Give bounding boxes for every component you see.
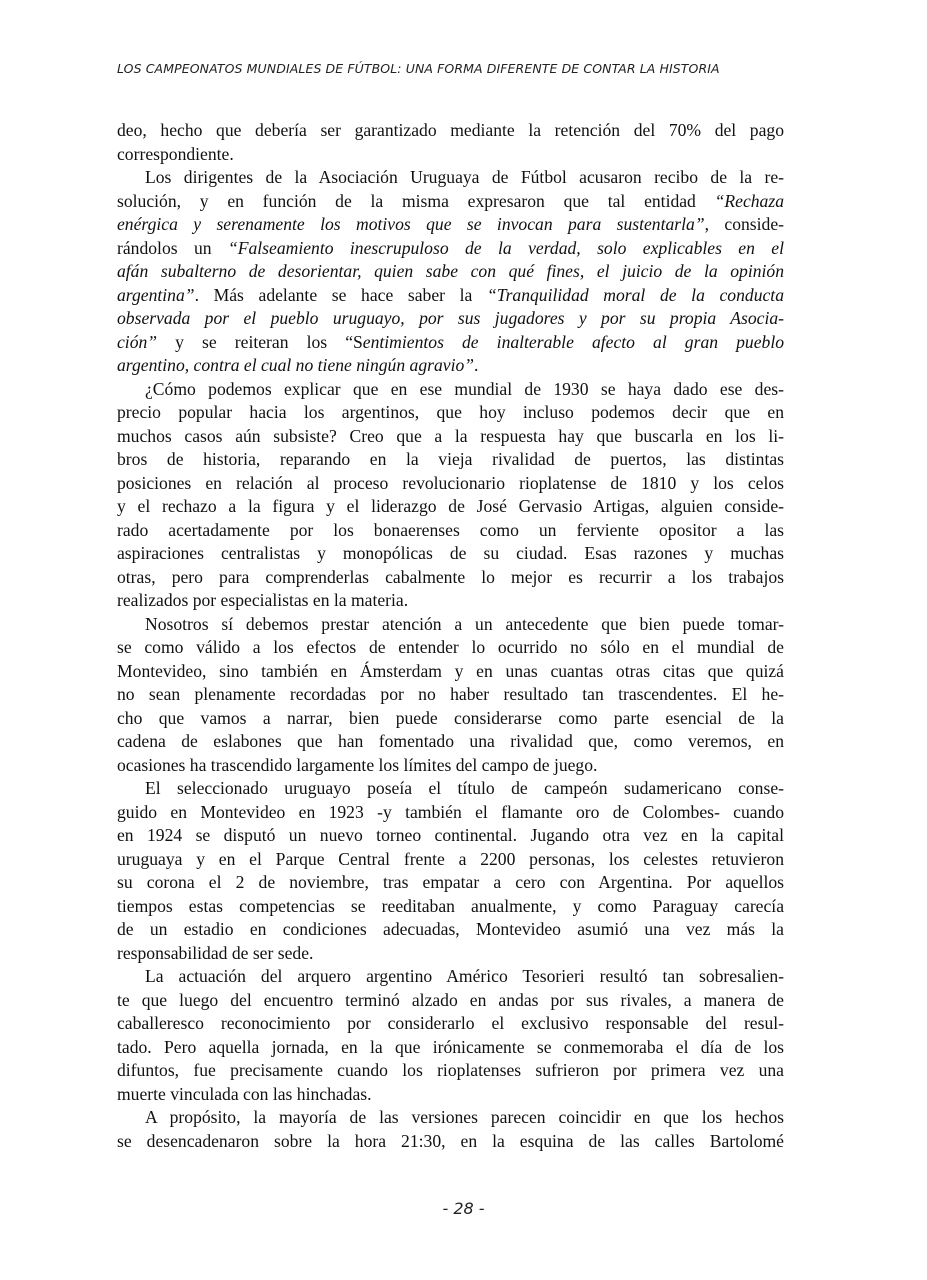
text-run: solución, y en función de la misma expresaron que tal entidad [117, 190, 715, 211]
text-line [117, 683, 784, 707]
text-line [117, 401, 784, 425]
text-run: muchos casos aún subsiste? Creo que a la respuesta hay que buscarla en los li- [117, 425, 784, 446]
text-line [117, 331, 784, 355]
text-run: , conside- [704, 214, 785, 234]
text-run: difuntos, fue precisamente cuando los rioplatenses sufrieron por primera vez una [117, 1060, 784, 1080]
text-run: y se reiteran los “S [157, 331, 363, 352]
text-run: tiempos estas competencias se reeditaban anualmente, y como Paraguay carecía [117, 895, 784, 916]
text-line [117, 1083, 784, 1107]
text-line [117, 801, 784, 825]
text-line [117, 824, 784, 848]
italic-quote: argentina” [117, 284, 195, 305]
text-line [117, 425, 784, 449]
text-run: ¿Cómo podemos explicar que en ese mundial de 1930 se haya dado ese des- [145, 378, 784, 399]
text-line [117, 871, 784, 895]
running-header: LOS CAMPEONATOS MUNDIALES DE FÚTBOL: UNA FORMA DIFERENTE DE CONTAR LA HISTORIA [117, 61, 720, 76]
text-line [117, 472, 784, 496]
italic-quote: “Tranquilidad moral de la conducta [486, 284, 784, 305]
text-line [117, 660, 784, 684]
text-run: realizados por especialistas en la materia. [117, 590, 409, 610]
text-line [117, 1106, 784, 1130]
text-line [117, 918, 784, 942]
text-line [117, 260, 784, 284]
text-run: de un estadio en condiciones adecuadas, Montevideo asumió una vez más la [117, 919, 784, 939]
text-line [117, 895, 784, 919]
text-line [117, 965, 784, 989]
text-line [117, 307, 784, 331]
text-line [117, 542, 784, 566]
text-run: El seleccionado uruguayo poseía el título de campeón sudamericano conse- [145, 778, 784, 798]
text-line [117, 754, 784, 778]
paragraph [117, 378, 784, 613]
italic-quote: afán subalterno de desorientar, quien sabe con qué fines, el juicio de la opinión [117, 261, 784, 281]
text-run: su corona el 2 de noviembre, tras empatar a cero con Argentina. Por aquellos [117, 872, 784, 892]
text-run: La actuación del arquero argentino Américo Tesorieri resultó tan sobresalien- [145, 966, 784, 986]
text-run: se desencadenaron sobre la hora 21:30, en la esquina de las calles Bartolomé [117, 1130, 784, 1151]
italic-quote: argentino, contra el cual no tiene ningún agravio” [117, 355, 475, 375]
text-line [117, 354, 784, 378]
text-run: precio popular hacia los argentinos, que hoy incluso podemos decir que en [117, 402, 784, 422]
text-run: uruguaya y en el Parque Central frente a 2200 personas, los celestes retuvieron [117, 848, 784, 869]
text-line [117, 613, 784, 637]
text-line [117, 213, 784, 237]
text-run: se como válido a los efectos de entender lo ocurrido no sólo en el mundial de [117, 637, 784, 657]
text-line [117, 636, 784, 660]
italic-quote: “Rechaza [714, 190, 784, 211]
text-line [117, 589, 784, 613]
text-line [117, 448, 784, 472]
text-run: otras, pero para comprenderlas cabalmente lo mejor es recurrir a los trabajos [117, 566, 784, 587]
text-run: bros de historia, reparando en la vieja rivalidad de puertos, las distintas [117, 449, 784, 469]
text-line [117, 848, 784, 872]
text-line [117, 284, 784, 308]
paragraph [117, 613, 784, 778]
italic-quote: ción” [117, 331, 158, 352]
text-run: A propósito, la mayoría de las versiones parecen coincidir en que los hechos [145, 1107, 784, 1127]
text-run: muerte vinculada con las hinchadas. [117, 1083, 372, 1104]
italic-quote: “Falseamiento inescrupuloso de la verdad, solo explicables en el [227, 237, 784, 258]
italic-quote: observada por el pueblo uruguayo, por sus jugadores y por su propia Asocia- [117, 308, 784, 328]
text-line [117, 566, 784, 590]
text-line [117, 707, 784, 731]
text-run: posiciones en relación al proceso revolucionario rioplatense de 1810 y los celos [117, 472, 784, 493]
text-run: cadena de eslabones que han fomentado una rivalidad que, como veremos, en [117, 731, 784, 751]
paragraph [117, 119, 784, 166]
text-run: correspondiente. [117, 143, 234, 164]
text-run: en 1924 se disputó un nuevo torneo continental. Jugando otra vez en la capital [117, 825, 784, 845]
text-run: cho que vamos a narrar, bien puede considerarse como parte esencial de la [117, 707, 784, 728]
text-line [117, 119, 784, 143]
text-line [117, 1130, 784, 1154]
text-run: responsabilidad de ser sede. [117, 942, 314, 963]
paragraph [117, 965, 784, 1106]
text-run: aspiraciones centralistas y monopólicas de su ciudad. Esas razones y muchas [117, 543, 784, 563]
text-run: Montevideo, sino también en Ámsterdam y en unas cuantas otras citas que quizá [117, 660, 784, 681]
text-line [117, 378, 784, 402]
text-line [117, 166, 784, 190]
text-run: no sean plenamente recordadas por no haber resultado tan trascendentes. El he- [117, 684, 784, 704]
italic-quote: entimientos de inalterable afecto al gran pueblo [362, 331, 785, 352]
text-run: . Más adelante se hace saber la [194, 284, 487, 305]
text-line [117, 495, 784, 519]
text-run: Los dirigentes de la Asociación Uruguaya de Fútbol acusaron recibo de la re- [145, 167, 784, 187]
text-run: guido en Montevideo en 1923 -y también el flamante oro de Colombes- cuando [117, 801, 784, 822]
text-run: rándolos un [117, 237, 228, 258]
text-run: y el rechazo a la figura y el liderazgo de José Gervasio Artigas, alguien conside- [117, 496, 784, 516]
text-line [117, 1012, 784, 1036]
text-run: deo, hecho que debería ser garantizado mediante la retención del 70% del pago [117, 120, 784, 140]
text-line [117, 143, 784, 167]
text-run: ocasiones ha trascendido largamente los límites del campo de juego. [117, 754, 598, 775]
text-line [117, 519, 784, 543]
text-line [117, 989, 784, 1013]
text-run: Nosotros sí debemos prestar atención a un antecedente que bien puede tomar- [145, 613, 784, 634]
paragraph [117, 777, 784, 965]
paragraph [117, 166, 784, 378]
paragraph [117, 1106, 784, 1153]
text-line [117, 730, 784, 754]
text-line [117, 237, 784, 261]
page-number: - 28 - [442, 1199, 485, 1218]
text-line [117, 1059, 784, 1083]
text-line [117, 777, 784, 801]
body-text [117, 119, 784, 1153]
text-run: . [474, 355, 479, 375]
text-run: rado acertadamente por los bonaerenses como un ferviente opositor a las [117, 519, 784, 540]
text-run: tado. Pero aquella jornada, en la que irónicamente se conmemoraba el día de los [117, 1036, 784, 1057]
text-run: te que luego del encuentro terminó alzado en andas por sus rivales, a manera de [117, 989, 784, 1010]
text-line [117, 190, 784, 214]
italic-quote: enérgica y serenamente los motivos que se invocan para sustentarla” [117, 214, 705, 234]
text-run: caballeresco reconocimiento por considerarlo el exclusivo responsable del resul- [117, 1013, 784, 1033]
text-line [117, 1036, 784, 1060]
text-line [117, 942, 784, 966]
